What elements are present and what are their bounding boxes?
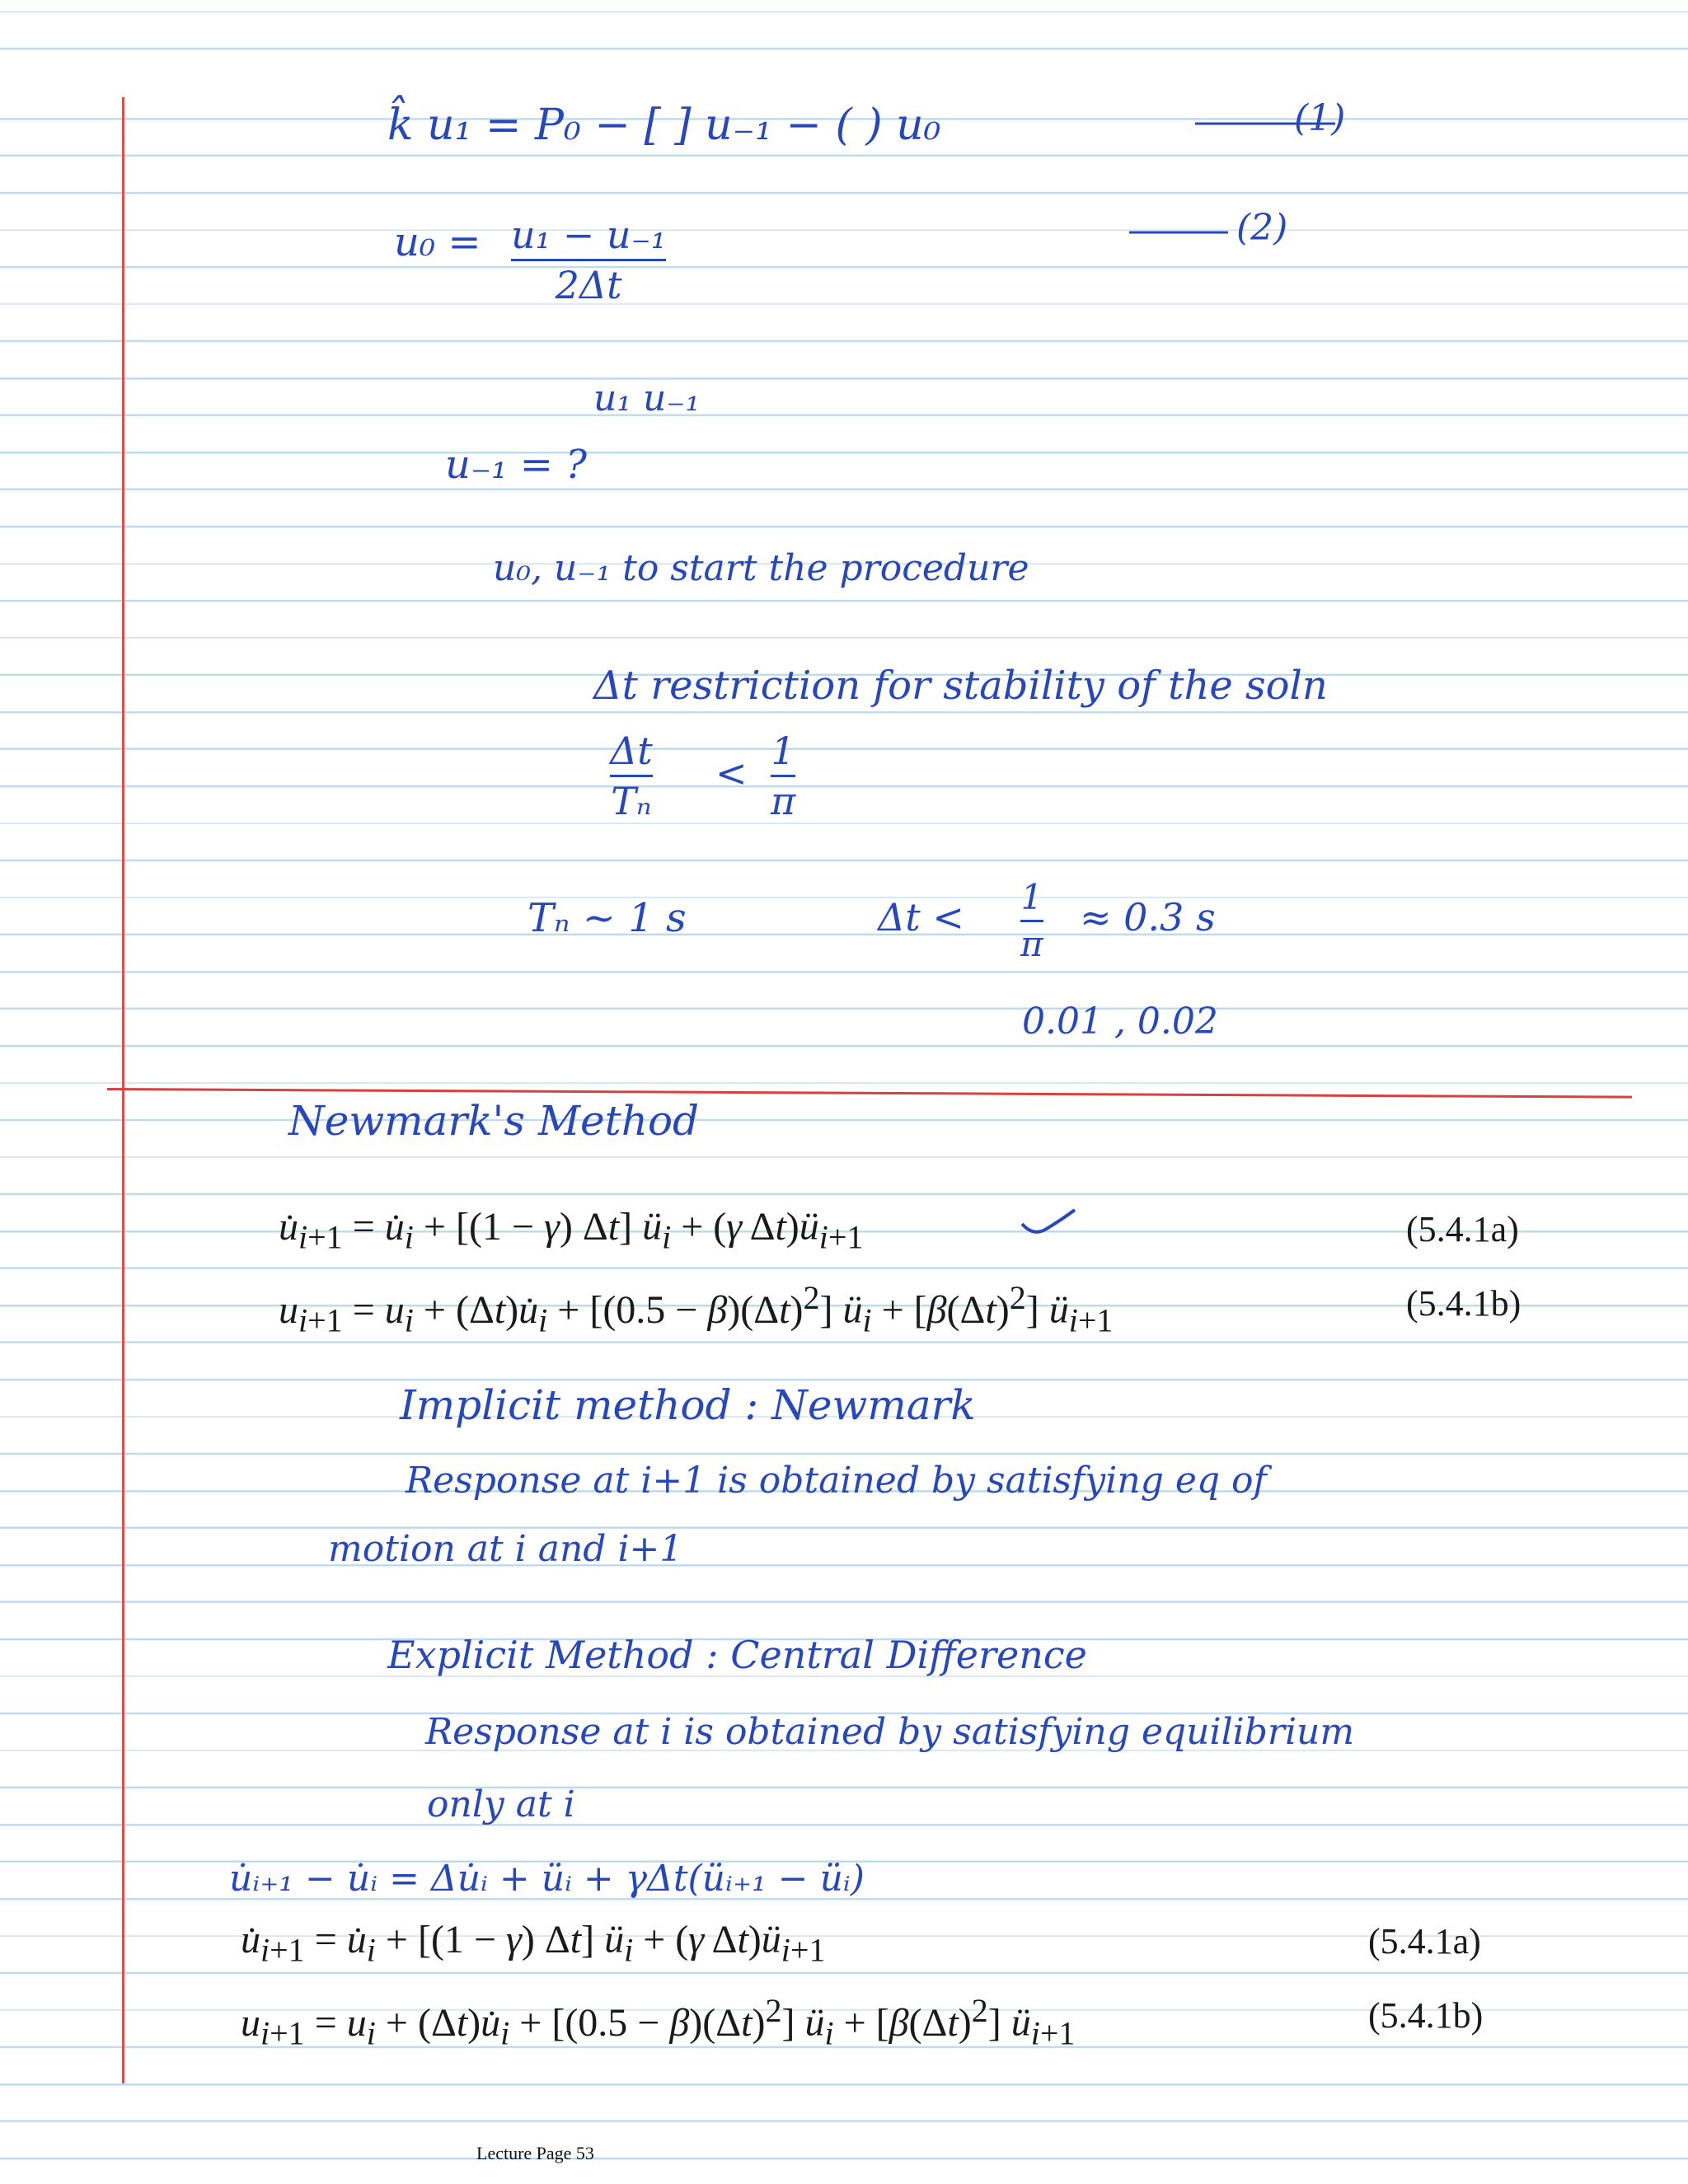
equation-label-b-repeat: (5.4.1b) <box>1368 1995 1484 2036</box>
u-minus-1-question: u₋₁ = ? <box>445 442 587 488</box>
unknowns-label: u₁ u₋₁ <box>593 377 701 419</box>
page-footer: Lecture Page 53 <box>476 2143 594 2163</box>
implicit-description: Response at i+1 is obtained by satisfying eq of <box>406 1460 1267 1502</box>
dt-numerator: Δt <box>610 729 653 773</box>
procedure-note: u₀, u₋₁ to start the procedure <box>493 547 1029 589</box>
velocity-increment-note: u̇ᵢ₊₁ − u̇ᵢ = Δu̇ᵢ + üᵢ + γΔt(üᵢ₊₁ − üᵢ) <box>229 1858 865 1900</box>
tn-denominator: Tₙ <box>611 779 652 823</box>
one-numerator: 1 <box>771 729 795 773</box>
approx-value: ≈ 0.3 s <box>1080 895 1216 940</box>
pi-denominator: π <box>771 779 796 823</box>
tag-underline-2 <box>1129 224 1228 241</box>
equation-5-4-1b: $u_{i+1} = u_i$ + $(\Delta t)u̇_i + [(0.5 - \beta)(\Delta t)^2]$ $ü_i + [\beta(\Delta t)^2]$ $ü_{i+1}$ <box>279 1279 1114 1339</box>
fraction-bar <box>771 775 795 777</box>
equation-label-b: (5.4.1b) <box>1406 1283 1522 1324</box>
one-over-pi <box>771 729 796 823</box>
equation-tag-1: (1) <box>1294 97 1346 139</box>
explicit-description-2: only at i <box>427 1783 575 1825</box>
fraction-bar <box>511 259 666 261</box>
explicit-description: Response at i is obtained by satisfying equilibrium <box>425 1711 1355 1753</box>
fraction-bar <box>1020 920 1043 922</box>
equation-tag-2: (2) <box>1236 207 1288 249</box>
period-estimate: Tₙ ~ 1 s <box>528 895 687 941</box>
u0-lhs: u₀ = <box>394 219 481 265</box>
stiffness-equation: k̂ u₁ = P₀ − [ ] u₋₁ − ( ) u₀ <box>387 101 941 150</box>
stability-note: Δt restriction for stability of the soln <box>593 663 1328 709</box>
dt-over-tn <box>610 729 653 823</box>
one-over-pi-2 <box>1020 877 1043 964</box>
implicit-description-2: motion at i and i+1 <box>328 1528 683 1570</box>
pi-denominator-2: π <box>1020 924 1043 964</box>
u0-fraction <box>511 213 667 307</box>
newmark-title: Newmark's Method <box>288 1097 700 1145</box>
equation-5-4-1a: $u̇_{i+1}$ = $u̇_i + [(1 - \gamma)$ Δt] $ü_i + (\gamma$ $\Delta t)ü_{i+1}$ <box>279 1205 864 1256</box>
u0-numerator: u₁ − u₋₁ <box>511 213 667 257</box>
implicit-title: Implicit method : Newmark <box>400 1381 976 1429</box>
u0-denominator: 2Δt <box>555 263 622 307</box>
less-than-sign: < <box>715 751 748 795</box>
equation-label-a-repeat: (5.4.1a) <box>1368 1921 1481 1961</box>
dt-less-than: Δt < <box>878 895 964 940</box>
one-numerator-2: 1 <box>1020 877 1043 917</box>
equation-label-a: (5.4.1a) <box>1406 1209 1519 1249</box>
time-step-values: 0.01 , 0.02 <box>1022 1001 1218 1043</box>
equation-5-4-1b-repeat: $u_{i+1} = u_i$ + $(\Delta t)u̇_i + [(0.5 - \beta)(\Delta t)^2]$ $ü_i + [\beta(\Delta t)^2]$ $ü_{i+1}$ <box>241 1992 1076 2052</box>
explicit-title: Explicit Method : Central Difference <box>387 1633 1087 1677</box>
check-mark <box>1020 1203 1078 1236</box>
equation-5-4-1a-repeat: $u̇_{i+1}$ = $u̇_i + [(1 - \gamma)$ Δt] $ü_i + (\gamma$ $\Delta t)ü_{i+1}$ <box>241 1918 826 1969</box>
fraction-bar <box>610 775 653 777</box>
